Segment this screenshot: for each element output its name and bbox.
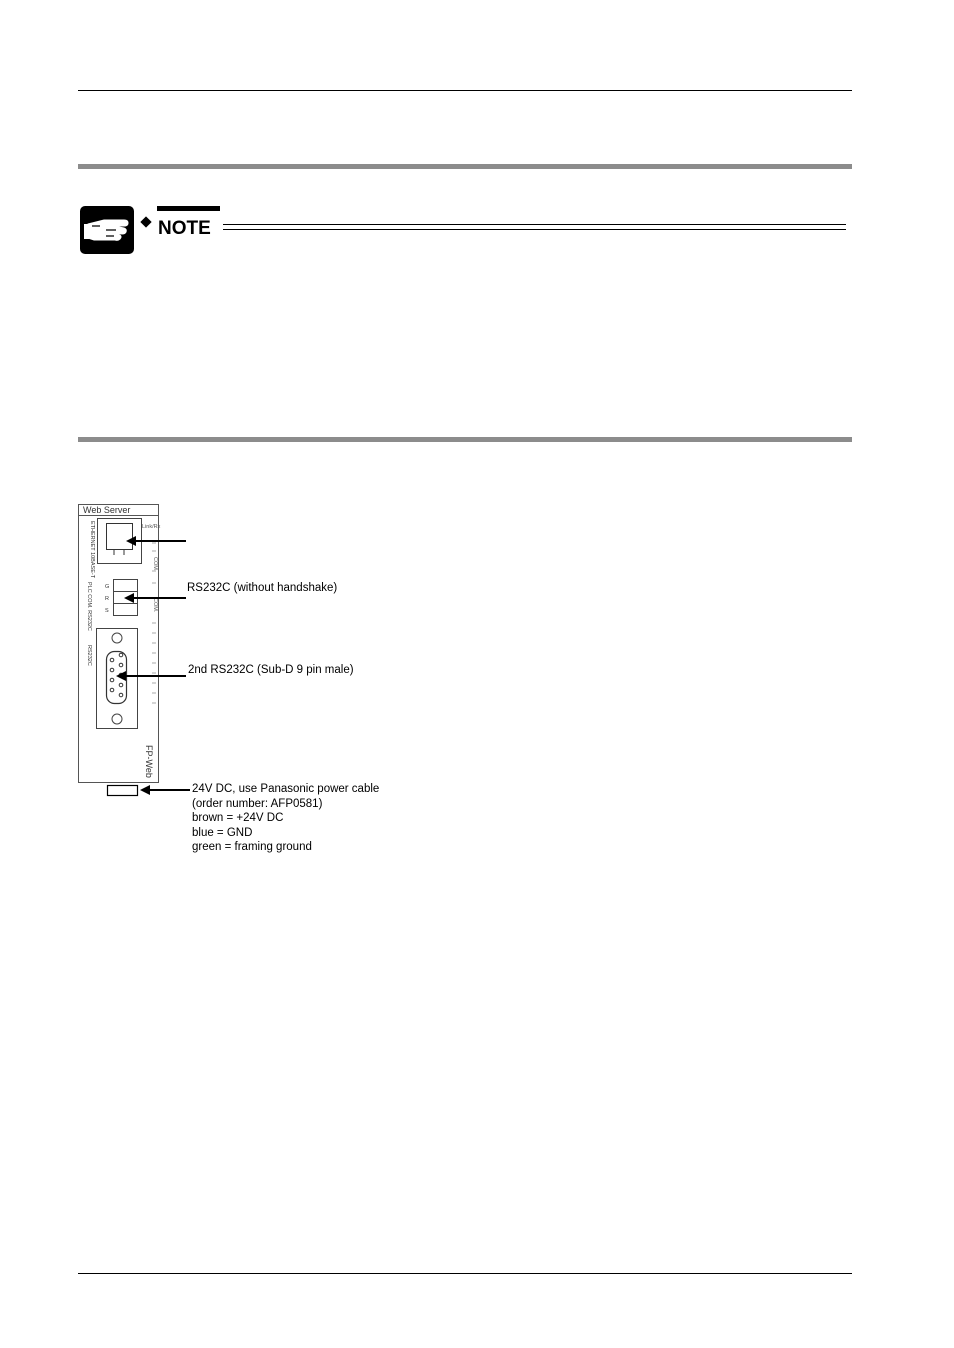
- power-connector: [108, 786, 138, 796]
- pin-label-s: S: [105, 608, 109, 614]
- pin-label-g: G: [105, 584, 110, 590]
- ethernet-port: [107, 524, 133, 550]
- power-line-4: blue = GND: [192, 826, 253, 839]
- note-rule-lower: [223, 229, 846, 230]
- power-line-1: 24V DC, use Panasonic power cable: [192, 783, 380, 795]
- link-label: Link/Rx: [142, 524, 161, 530]
- callout-2nd-rs232c: 2nd RS232C (Sub-D 9 pin male): [188, 664, 354, 676]
- callout-power: [192, 782, 379, 855]
- com-label-upper: COM.: [152, 557, 158, 572]
- power-line-2: (order number: AFP0581): [192, 797, 323, 810]
- note-bullet-diamond: [140, 216, 151, 227]
- screw-top: [112, 633, 122, 643]
- section-divider-top: [78, 164, 852, 169]
- com-label-lower: COM.: [152, 598, 158, 613]
- note-rule-upper: [223, 224, 846, 225]
- pin-label-r: R: [105, 596, 109, 602]
- device-front-panel-figure: [70, 495, 400, 805]
- pointing-hand-icon: [80, 206, 134, 254]
- device-top-label: Web Server: [83, 505, 131, 515]
- footer-rule: [78, 1273, 852, 1274]
- note-heading-bar: [157, 206, 220, 211]
- power-line-5: green = framing ground: [192, 841, 312, 853]
- plc-com-label: PLC COM. RS232C: [86, 582, 92, 631]
- callout-rs232c: RS232C (without handshake): [187, 582, 338, 594]
- ethernet-label: ETHERNET 10BASE-T: [89, 521, 95, 579]
- header-rule: [78, 90, 852, 91]
- section-divider-middle: [78, 437, 852, 442]
- rs232c-port-label: RS232C: [86, 645, 92, 666]
- screw-bottom: [112, 714, 122, 724]
- side-model-label: FP-Web: [144, 745, 154, 778]
- power-line-3: brown = +24V DC: [192, 812, 284, 824]
- note-heading: NOTE: [158, 218, 211, 239]
